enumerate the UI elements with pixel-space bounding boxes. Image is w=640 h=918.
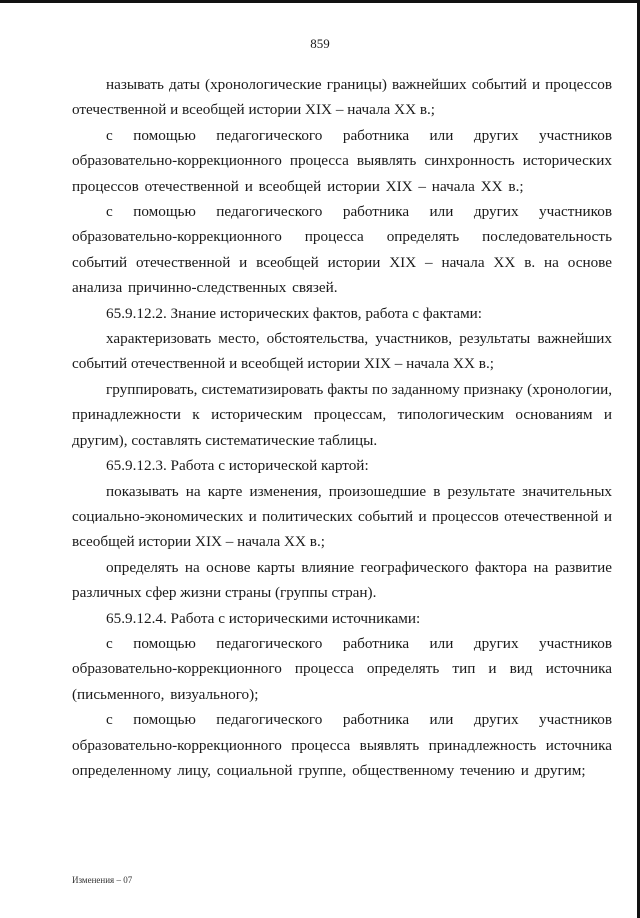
paragraph: с помощью педагогического работника или других участников образовательно-коррекционного процесса выявлять принадлежность источника определенному лицу, социальной группе, общественному течению и другим; [72, 711, 612, 779]
paragraph: с помощью педагогического работника или других участников образовательно-коррекционного процесса определять последовательность событий отечественной и всеобщей истории XIX – начала XX в. на основе анализа причинно-следственных связей. [72, 203, 612, 297]
footer-revision-note: Изменения – 07 [72, 875, 133, 885]
scan-edge-top [0, 0, 640, 3]
paragraph: с помощью педагогического работника или других участников образовательно-коррекционного процесса выявлять синхронность исторических процессов отечественной и всеобщей истории XIX – начала XX в.; [72, 126, 612, 195]
section-heading: 65.9.12.4. Работа с историческими источниками: [106, 609, 421, 627]
page-number: 859 [310, 36, 330, 51]
document-body [72, 72, 612, 783]
paragraph: называть даты (хронологические границы) важнейших событий и процессов отечественной и всеобщей истории XIX – начала XX в.; [72, 76, 612, 119]
paragraph: определять на основе карты влияние географического фактора на развитие различных сфер жизни страны (группы стран). [72, 558, 612, 602]
section-heading: 65.9.12.3. Работа с исторической картой: [106, 457, 369, 475]
paragraph: с помощью педагогического работника или других участников образовательно-коррекционного процесса определять тип и вид источника (письменного, визуального); [72, 634, 612, 703]
paragraph: группировать, систематизировать факты по заданному признаку (хронологии, принадлежности к историческим процессам, типологическим основаниям и другим), составлять систематические таблицы. [72, 380, 612, 449]
section-heading: 65.9.12.2. Знание исторических фактов, работа с фактами: [106, 304, 483, 322]
paragraph: показывать на карте изменения, произошедшие в результате значительных социально-экономических и политических событий и процессов отечественной и всеобщей истории XIX – начала XX в.; [72, 482, 612, 551]
paragraph: характеризовать место, обстоятельства, участников, результаты важнейших событий отечественной и всеобщей истории XIX – начала XX в.; [72, 330, 612, 373]
